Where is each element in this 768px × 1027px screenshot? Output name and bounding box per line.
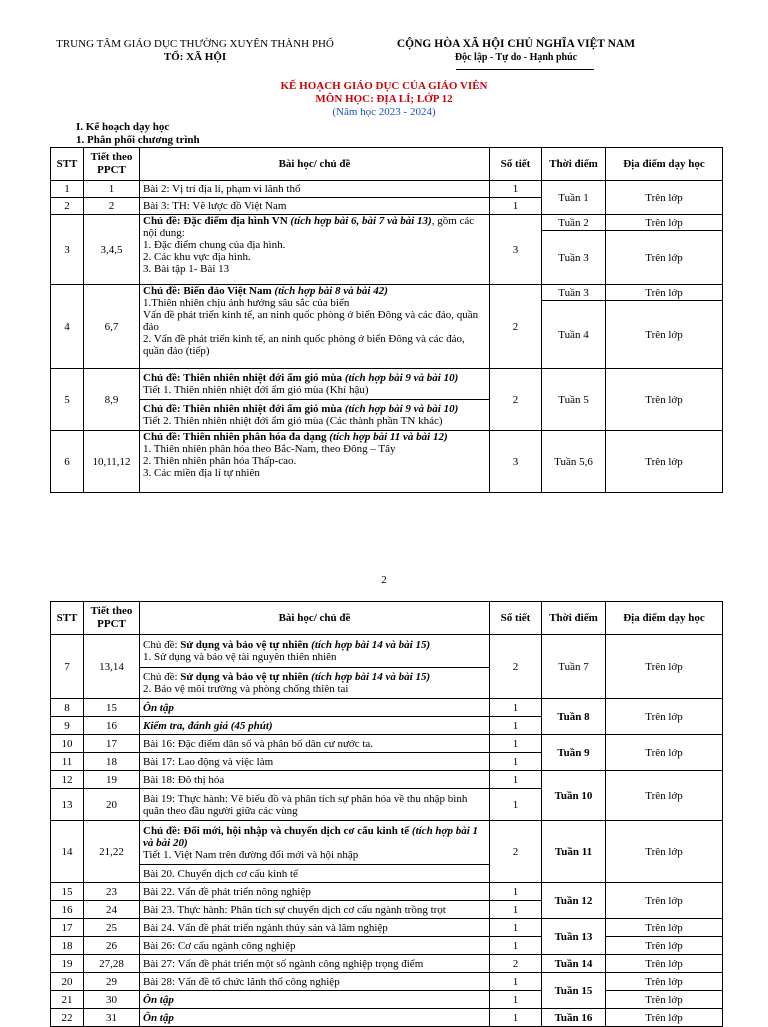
cell-lesson: Bài 27: Vấn đề phát triển một số ngành công nghiệp trọng điểm [140, 955, 490, 973]
cell-count: 1 [490, 1009, 542, 1027]
topic-line: Vấn đề phát triển kinh tế, an ninh quốc phòng ở biển Đông và các đảo, quần đảo [143, 309, 479, 333]
cell-ppct: 23 [84, 883, 140, 901]
cell-count: 1 [490, 717, 542, 735]
cell-lesson [140, 431, 490, 493]
header-count: Số tiết [490, 602, 542, 635]
header-time: Thời điểm [542, 148, 606, 181]
cell-place: Trên lớp [606, 369, 723, 431]
country-name: CỘNG HÒA XÃ HỘI CHỦ NGHĨA VIỆT NAM [396, 38, 636, 50]
cell-place: Trên lớp [606, 973, 723, 991]
table-header-row [51, 148, 723, 181]
topic-line: 3. Các miền địa lí tự nhiên [143, 467, 260, 479]
cell-lesson [140, 215, 490, 285]
cell-lesson: Bài 19: Thực hành: Vẽ biểu đồ và phân tích sự phân hóa về thu nhập bình quân theo đầu người giữa các vùng [140, 789, 490, 821]
cell-ppct: 21,22 [84, 821, 140, 883]
cell-count: 1 [490, 753, 542, 771]
cell-stt: 18 [51, 937, 84, 955]
table-row [51, 919, 723, 937]
header-place: Địa điểm dạy học [606, 602, 723, 635]
cell-count: 1 [490, 919, 542, 937]
topic-line: 1. Đặc điểm chung của địa hình. [143, 239, 286, 251]
table-row [51, 699, 723, 717]
cell-time: Tuần 1 [542, 181, 606, 215]
cell-count: 1 [490, 973, 542, 991]
topic-integration: (tích hợp bài 1 và bài 20) [143, 824, 479, 849]
table-row [51, 431, 723, 493]
cell-ppct: 19 [84, 771, 140, 789]
table-row [51, 635, 723, 668]
cell-time: Tuần 4 [542, 301, 606, 369]
cell-place: Trên lớp [606, 735, 723, 771]
cell-stt: 2 [51, 198, 84, 215]
cell-ppct: 27,28 [84, 955, 140, 973]
header-ppct: Tiết theo PPCT [84, 602, 140, 635]
cell-lesson: Bài 23. Thực hành: Phân tích sự chuyển dịch cơ cấu ngành trồng trọt [140, 901, 490, 919]
cell-place: Trên lớp [606, 937, 723, 955]
table-row [51, 821, 723, 865]
cell-place: Trên lớp [606, 285, 723, 301]
cell-ppct: 10,11,12 [84, 431, 140, 493]
topic-prefix: Chủ đề: [143, 671, 181, 683]
topic-line: 1. Sử dụng và bảo vệ tài nguyên thiên nhiên [143, 651, 337, 663]
topic-title: Chủ đề: Thiên nhiên nhiệt đới ẩm gió mùa [143, 403, 345, 415]
cell-time: Tuần 9 [542, 735, 606, 771]
header-ppct: Tiết theo PPCT [84, 148, 140, 181]
cell-stt: 7 [51, 635, 84, 699]
header-lesson: Bài học/ chủ đề [140, 148, 490, 181]
topic-title: Sử dụng và bảo vệ tự nhiên [180, 639, 312, 651]
topic-integration: (tích hợp bài 9 và bài 10) [344, 403, 459, 415]
cell-time: Tuần 10 [542, 771, 606, 821]
cell-place: Trên lớp [606, 771, 723, 821]
header-stt: STT [51, 602, 84, 635]
cell-lesson [140, 668, 490, 699]
cell-stt: 11 [51, 753, 84, 771]
cell-ppct: 6,7 [84, 285, 140, 369]
cell-place: Trên lớp [606, 431, 723, 493]
cell-time: Tuần 5,6 [542, 431, 606, 493]
topic-prefix: Chủ đề: [143, 639, 181, 651]
cell-ppct: 31 [84, 1009, 140, 1027]
topic-line: Tiết 1. Thiên nhiên nhiệt đới ẩm gió mùa (Khí hậu) [143, 384, 369, 396]
cell-stt: 9 [51, 717, 84, 735]
topic-line: 2. Vấn đề phát triển kinh tế, an ninh quốc phòng ở biển Đông và các đảo, quần đảo (tiếp) [143, 333, 465, 357]
cell-ppct: 2 [84, 198, 140, 215]
table-row [51, 285, 723, 301]
table-row [51, 883, 723, 901]
topic-title: Chủ đề: Thiên nhiên nhiệt đới ẩm gió mùa [143, 372, 345, 384]
cell-count: 1 [490, 198, 542, 215]
cell-ppct: 26 [84, 937, 140, 955]
cell-count: 2 [490, 369, 542, 431]
cell-ppct: 3,4,5 [84, 215, 140, 285]
subject-title: MÔN HỌC: ĐỊA LÍ; LỚP 12 [315, 93, 453, 105]
topic-line: Tiết 1. Việt Nam trên đường đổi mới và hội nhập [143, 848, 359, 861]
table-row [51, 369, 723, 400]
table-row [51, 973, 723, 991]
cell-time: Tuần 3 [542, 231, 606, 285]
table-row [51, 955, 723, 973]
national-header [385, 38, 647, 64]
cell-place: Trên lớp [606, 1009, 723, 1027]
cell-stt: 8 [51, 699, 84, 717]
cell-place: Trên lớp [606, 215, 723, 231]
cell-count: 1 [490, 883, 542, 901]
cell-place: Trên lớp [606, 301, 723, 369]
cell-stt: 19 [51, 955, 84, 973]
cell-count: 1 [490, 735, 542, 753]
cell-lesson [140, 635, 490, 668]
table-header-row [51, 602, 723, 635]
cell-count: 1 [490, 901, 542, 919]
cell-lesson: Bài 22. Vấn đề phát triển nông nghiệp [140, 883, 490, 901]
topic-title: Sử dụng và bảo vệ tự nhiên [180, 671, 312, 683]
cell-lesson: Bài 20. Chuyển dịch cơ cấu kinh tế [140, 865, 490, 883]
cell-ppct: 25 [84, 919, 140, 937]
cell-count: 2 [490, 635, 542, 699]
topic-line: Tiết 2. Thiên nhiên nhiệt đới ẩm gió mùa (Các thành phần TN khác) [143, 415, 443, 427]
cell-place: Trên lớp [606, 883, 723, 919]
cell-time: Tuần 11 [542, 821, 606, 883]
header-count: Số tiết [490, 148, 542, 181]
cell-stt: 15 [51, 883, 84, 901]
topic-line: 3. Bài tập 1- Bài 13 [143, 263, 230, 275]
cell-count: 1 [490, 181, 542, 198]
cell-count: 3 [490, 215, 542, 285]
cell-lesson: Bài 28: Vấn đề tổ chức lãnh thổ công nghiệp [140, 973, 490, 991]
cell-ppct: 1 [84, 181, 140, 198]
topic-line: 2. Thiên nhiên phân hóa Thấp-cao. [143, 455, 297, 467]
cell-ppct: 16 [84, 717, 140, 735]
cell-lesson: Ôn tập [140, 699, 490, 717]
topic-integration: (tích hợp bài 14 và bài 15) [311, 671, 431, 683]
cell-ppct: 15 [84, 699, 140, 717]
plan-title: KẾ HOẠCH GIÁO DỤC CỦA GIÁO VIÊN [280, 80, 488, 92]
cell-lesson [140, 369, 490, 400]
department-name: TỔ: XÃ HỘI [163, 51, 227, 63]
cell-lesson [140, 821, 490, 865]
table-row [51, 181, 723, 198]
cell-lesson: Bài 18: Đô thị hóa [140, 771, 490, 789]
cell-time: Tuần 2 [542, 215, 606, 231]
organization-header [50, 38, 340, 64]
cell-place: Trên lớp [606, 181, 723, 215]
document-titles [0, 80, 768, 119]
cell-lesson: Bài 17: Lao động và việc làm [140, 753, 490, 771]
organization-name: TRUNG TÂM GIÁO DỤC THƯỜNG XUYÊN THÀNH PHỐ [56, 38, 334, 50]
cell-count: 1 [490, 937, 542, 955]
cell-stt: 22 [51, 1009, 84, 1027]
topic-integration: (tích hợp bài 6, bài 7 và bài 13) [290, 215, 432, 227]
cell-ppct: 13,14 [84, 635, 140, 699]
schedule-table-page2 [50, 601, 723, 1027]
cell-time: Tuần 3 [542, 285, 606, 301]
topic-integration: (tích hợp bài 8 và bài 42) [274, 285, 388, 297]
cell-time: Tuần 13 [542, 919, 606, 955]
cell-ppct: 8,9 [84, 369, 140, 431]
cell-stt: 4 [51, 285, 84, 369]
cell-stt: 21 [51, 991, 84, 1009]
cell-ppct: 18 [84, 753, 140, 771]
cell-lesson: Ôn tập [140, 991, 490, 1009]
cell-count: 1 [490, 991, 542, 1009]
cell-stt: 16 [51, 901, 84, 919]
cell-stt: 17 [51, 919, 84, 937]
cell-lesson: Bài 24. Vấn đề phát triển ngành thủy sản và lâm nghiệp [140, 919, 490, 937]
cell-place: Trên lớp [606, 991, 723, 1009]
motto-underline [456, 69, 594, 70]
cell-ppct: 20 [84, 789, 140, 821]
cell-stt: 13 [51, 789, 84, 821]
cell-time: Tuần 7 [542, 635, 606, 699]
header-lesson: Bài học/ chủ đề [140, 602, 490, 635]
topic-line: 2. Các khu vực địa hình. [143, 251, 251, 263]
cell-stt: 14 [51, 821, 84, 883]
cell-place: Trên lớp [606, 231, 723, 285]
cell-time: Tuần 8 [542, 699, 606, 735]
cell-ppct: 29 [84, 973, 140, 991]
cell-lesson: Bài 26: Cơ cấu ngành công nghiệp [140, 937, 490, 955]
cell-count: 2 [490, 955, 542, 973]
cell-ppct: 17 [84, 735, 140, 753]
cell-count: 1 [490, 789, 542, 821]
cell-count: 2 [490, 821, 542, 883]
section-heading-distribution: 1. Phân phối chương trình [76, 134, 200, 146]
cell-lesson [140, 285, 490, 369]
cell-time: Tuần 16 [542, 1009, 606, 1027]
cell-stt: 12 [51, 771, 84, 789]
cell-stt: 3 [51, 215, 84, 285]
cell-place: Trên lớp [606, 919, 723, 937]
cell-lesson: Bài 2: Vị trí địa lí, phạm vi lãnh thổ [140, 181, 490, 198]
cell-time: Tuần 12 [542, 883, 606, 919]
cell-lesson: Kiểm tra, đánh giá (45 phút) [140, 717, 490, 735]
cell-count: 1 [490, 771, 542, 789]
cell-stt: 10 [51, 735, 84, 753]
page-number: 2 [381, 574, 387, 586]
topic-suffix: , gồm các nội dung: [143, 215, 475, 239]
topic-title: Chủ đề: Biển đảo Việt Nam [143, 285, 275, 297]
cell-lesson: Bài 16: Đặc điểm dân số và phân bố dân cư nước ta. [140, 735, 490, 753]
cell-count: 2 [490, 285, 542, 369]
cell-time: Tuần 5 [542, 369, 606, 431]
cell-time: Tuần 14 [542, 955, 606, 973]
header-stt: STT [51, 148, 84, 181]
cell-place: Trên lớp [606, 635, 723, 699]
topic-integration: (tích hợp bài 9 và bài 10) [344, 372, 459, 384]
table-row [51, 771, 723, 789]
table-row [51, 937, 723, 955]
cell-stt: 20 [51, 973, 84, 991]
topic-title: Chủ đề: Đặc điểm địa hình VN [143, 215, 291, 227]
cell-lesson: Ôn tập [140, 1009, 490, 1027]
cell-place: Trên lớp [606, 821, 723, 883]
cell-lesson [140, 400, 490, 431]
cell-ppct: 30 [84, 991, 140, 1009]
cell-lesson: Bài 3: TH: Vẽ lược đồ Việt Nam [140, 198, 490, 215]
cell-count: 1 [490, 699, 542, 717]
cell-stt: 6 [51, 431, 84, 493]
school-year: (Năm học 2023 - 2024) [332, 106, 436, 118]
cell-time: Tuần 15 [542, 973, 606, 1009]
topic-line: 1.Thiên nhiên chịu ảnh hưởng sâu sắc của biển [143, 297, 350, 309]
cell-stt: 5 [51, 369, 84, 431]
cell-stt: 1 [51, 181, 84, 198]
national-motto: Độc lập - Tự do - Hạnh phúc [454, 52, 578, 63]
section-headings [76, 121, 200, 147]
header-time: Thời điểm [542, 602, 606, 635]
schedule-table-page1 [50, 147, 723, 493]
topic-line: 1. Thiên nhiên phân hóa theo Bắc-Nam, theo Đông – Tây [143, 443, 396, 455]
topic-integration: (tích hợp bài 11 và bài 12) [329, 431, 448, 443]
header-place: Địa điểm dạy học [606, 148, 723, 181]
topic-title: Chủ đề: Đổi mới, hội nhập và chuyển dịch cơ cấu kinh tế [143, 824, 412, 837]
topic-integration: (tích hợp bài 14 và bài 15) [311, 639, 431, 651]
topic-line: 2. Bảo vệ môi trường và phòng chống thiên tai [143, 683, 349, 695]
table-row [51, 991, 723, 1009]
table-row [51, 215, 723, 231]
cell-place: Trên lớp [606, 955, 723, 973]
topic-title: Chủ đề: Thiên nhiên phân hóa đa dạng [143, 431, 330, 443]
section-heading-plan: I. Kế hoạch dạy học [76, 121, 170, 133]
table-row [51, 735, 723, 753]
cell-count: 3 [490, 431, 542, 493]
cell-place: Trên lớp [606, 699, 723, 735]
cell-ppct: 24 [84, 901, 140, 919]
